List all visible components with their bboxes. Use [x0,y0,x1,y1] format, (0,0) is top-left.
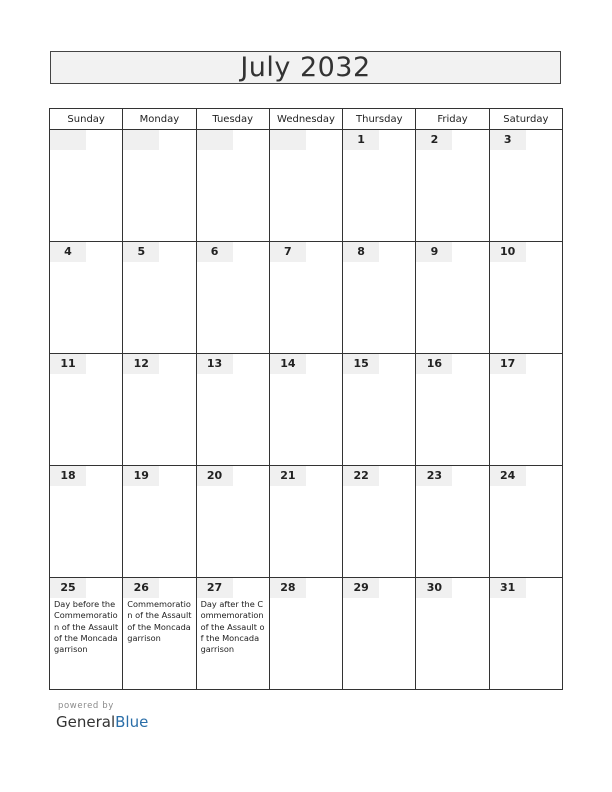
day-number: 31 [490,578,526,598]
day-cell [123,578,196,690]
day-cell [50,242,123,354]
day-number: 30 [416,578,452,598]
day-number: 4 [50,242,86,262]
week-row [50,242,563,354]
day-number: 19 [123,466,159,486]
day-number: 6 [197,242,233,262]
day-cell [123,354,196,466]
weekday-wednesday: Wednesday [269,109,342,130]
day-cell [50,354,123,466]
day-cell [489,578,562,690]
day-cell [416,242,489,354]
day-number: 2 [416,130,452,150]
day-number: 24 [490,466,526,486]
day-number: 9 [416,242,452,262]
empty-day-marker [50,130,86,150]
day-number: 25 [50,578,86,598]
day-number: 7 [270,242,306,262]
day-cell [196,578,269,690]
day-cell [416,354,489,466]
day-cell [489,466,562,578]
day-cell [196,242,269,354]
day-number: 18 [50,466,86,486]
week-row [50,466,563,578]
calendar-grid [49,108,563,690]
day-cell [269,130,342,242]
day-cell [269,466,342,578]
holiday-note: Commemoration of the Assault of the Moncada garrison [127,599,192,643]
day-cell [196,130,269,242]
day-cell [269,354,342,466]
day-number: 12 [123,354,159,374]
day-number: 14 [270,354,306,374]
day-number: 16 [416,354,452,374]
day-cell [343,130,416,242]
empty-day-marker [197,130,233,150]
day-number: 13 [197,354,233,374]
weekday-saturday: Saturday [489,109,562,130]
day-cell [343,466,416,578]
day-number: 22 [343,466,379,486]
weekday-monday: Monday [123,109,196,130]
day-number: 11 [50,354,86,374]
generalblue-logo [56,713,148,731]
day-cell [269,242,342,354]
weekday-thursday: Thursday [343,109,416,130]
day-cell [50,578,123,690]
day-number: 23 [416,466,452,486]
weekday-friday: Friday [416,109,489,130]
day-number: 15 [343,354,379,374]
day-number: 8 [343,242,379,262]
holiday-note: Day before the Commemoration of the Assault of the Moncada garrison [54,599,119,655]
empty-day-marker [123,130,159,150]
day-number: 10 [490,242,526,262]
week-row [50,578,563,690]
powered-by-label: powered by [58,701,114,711]
month-title: July 2032 [50,51,561,84]
weekday-tuesday: Tuesday [196,109,269,130]
brand-name-general: General [56,713,116,731]
holiday-note: Day after the Commemoration of the Assault of the Moncada garrison [200,599,265,655]
day-number: 17 [490,354,526,374]
weekday-header-row [50,109,563,130]
day-cell [416,578,489,690]
day-number: 29 [343,578,379,598]
day-cell [123,466,196,578]
day-cell [416,130,489,242]
day-cell [196,354,269,466]
day-cell [343,578,416,690]
day-cell [343,242,416,354]
week-row [50,354,563,466]
day-number: 20 [197,466,233,486]
day-cell [489,242,562,354]
day-number: 26 [123,578,159,598]
day-cell [196,466,269,578]
day-cell [489,354,562,466]
day-cell [123,130,196,242]
day-number: 21 [270,466,306,486]
empty-day-marker [270,130,306,150]
day-cell [343,354,416,466]
day-number: 28 [270,578,306,598]
day-cell [489,130,562,242]
day-cell [416,466,489,578]
day-number: 5 [123,242,159,262]
day-cell [123,242,196,354]
day-number: 1 [343,130,379,150]
day-cell [269,578,342,690]
weekday-sunday: Sunday [50,109,123,130]
day-cell [50,130,123,242]
week-row [50,130,563,242]
day-number: 27 [197,578,233,598]
brand-name-blue: Blue [115,713,149,731]
day-number: 3 [490,130,526,150]
day-cell [50,466,123,578]
